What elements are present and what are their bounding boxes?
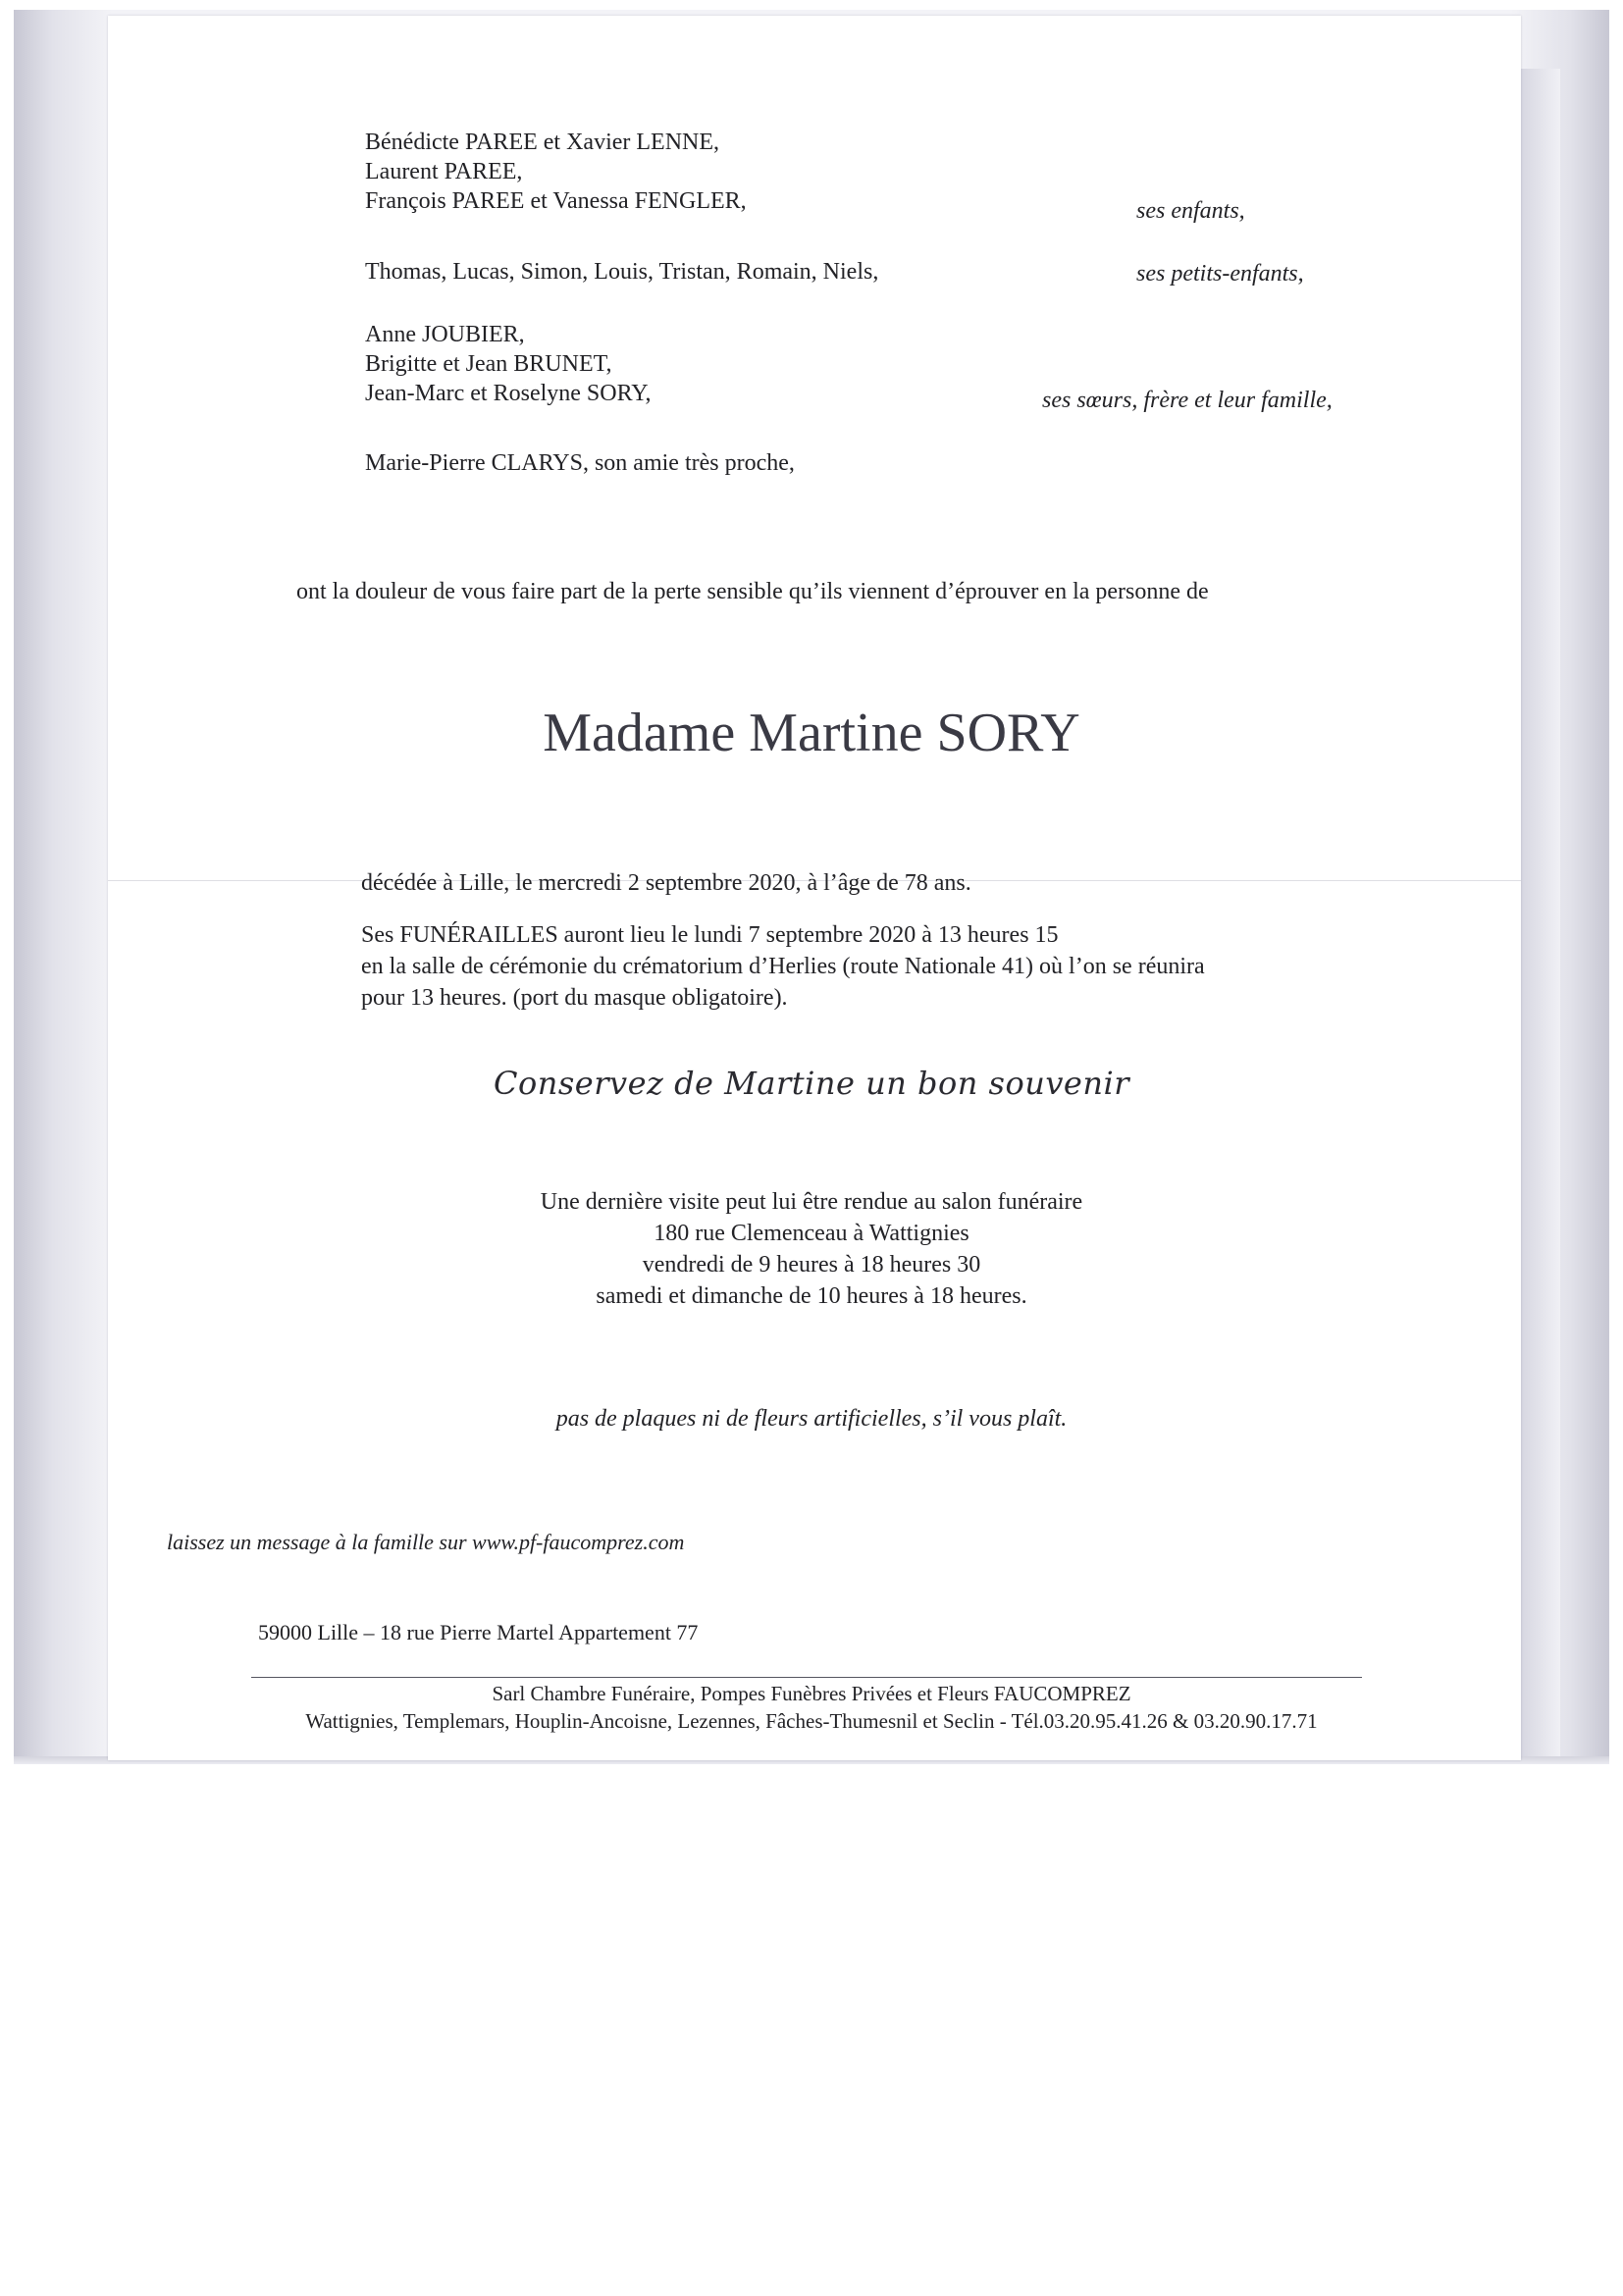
footer-divider <box>251 1677 1362 1678</box>
children-relation: ses enfants, <box>1136 198 1245 224</box>
paper-edge-shadow <box>1521 69 1560 1761</box>
sibling-name: Jean-Marc et Roselyne SORY, <box>365 381 652 406</box>
memory-line: Conservez de Martine un bon souvenir <box>494 1065 1129 1102</box>
grandchildren-names: Thomas, Lucas, Simon, Louis, Tristan, Romain, Niels, <box>365 259 879 285</box>
footer-locations: Wattignies, Templemars, Houplin-Ancoisne, Lezennes, Fâches-Thumesnil et Seclin - Tél.03.20.95.41.26 & 03.20.90.17.71 <box>305 1709 1318 1733</box>
child-name: Laurent PAREE, <box>365 159 523 184</box>
siblings-names <box>365 320 652 408</box>
footer-company: Sarl Chambre Funéraire, Pompes Funèbres Privées et Fleurs FAUCOMPREZ <box>492 1682 1131 1705</box>
friend-line: Marie-Pierre CLARYS, son amie très proche, <box>365 450 795 476</box>
announcement-text: ont la douleur de vous faire part de la perte sensible qu’ils viennent d’éprouver en la personne de <box>296 579 1209 604</box>
sibling-name: Anne JOUBIER, <box>365 322 525 347</box>
grandchildren-relation: ses petits-enfants, <box>1136 261 1304 287</box>
child-name: Bénédicte PAREE et Xavier LENNE, <box>365 130 720 155</box>
flowers-note: pas de plaques ni de fleurs artificielles, s’il vous plaît. <box>555 1406 1068 1432</box>
visit-details <box>0 1186 1623 1312</box>
children-names <box>365 128 747 216</box>
visit-line: samedi et dimanche de 10 heures à 18 heures. <box>596 1283 1027 1309</box>
deceased-name: Madame Martine SORY <box>543 703 1080 763</box>
address-line: 59000 Lille – 18 rue Pierre Martel Appartement 77 <box>258 1620 699 1644</box>
siblings-relation: ses sœurs, frère et leur famille, <box>1042 388 1333 413</box>
funeral-line: Ses FUNÉRAILLES auront lieu le lundi 7 septembre 2020 à 13 heures 15 <box>361 922 1059 948</box>
funeral-line: en la salle de cérémonie du crématorium d’Herlies (route Nationale 41) où l’on se réunira <box>361 954 1205 979</box>
funeral-details <box>361 919 1205 1014</box>
visit-line: 180 rue Clemenceau à Wattignies <box>654 1221 969 1246</box>
footer <box>0 1680 1623 1735</box>
message-note: laissez un message à la famille sur www.pf-faucomprez.com <box>167 1530 685 1554</box>
sibling-name: Brigitte et Jean BRUNET, <box>365 351 612 377</box>
funeral-line: pour 13 heures. (port du masque obligatoire). <box>361 985 788 1011</box>
visit-line: Une dernière visite peut lui être rendue au salon funéraire <box>540 1189 1083 1215</box>
death-line: décédée à Lille, le mercredi 2 septembre 2020, à l’âge de 78 ans. <box>361 870 971 896</box>
child-name: François PAREE et Vanessa FENGLER, <box>365 188 747 214</box>
visit-line: vendredi de 9 heures à 18 heures 30 <box>642 1252 981 1278</box>
